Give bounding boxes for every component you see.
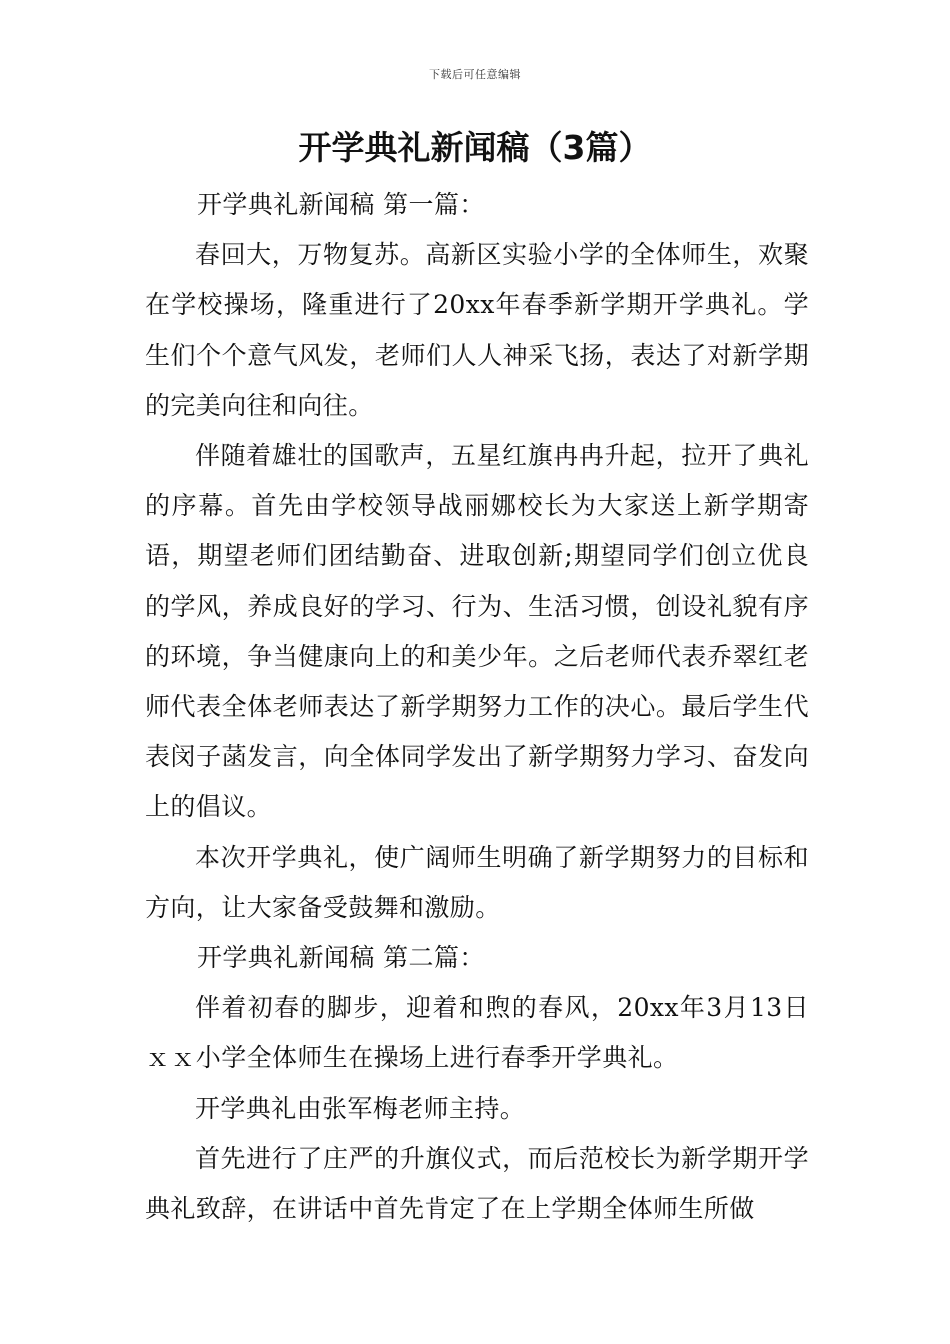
header-note: 下载后可任意编辑: [429, 68, 521, 81]
paragraph: 首先进行了庄严的升旗仪式，而后范校长为新学期开学典礼致辞，在讲话中首先肯定了在上学期全体师生所做: [145, 1143, 809, 1224]
section-heading-1: 开学典礼新闻稿 第一篇：: [197, 190, 485, 219]
document-title: 开学典礼新闻稿（3篇）: [298, 128, 652, 167]
paragraph: 开学典礼由张军梅老师主持。: [195, 1093, 526, 1123]
document-body: [145, 180, 809, 1234]
paragraph: 本次开学典礼，使广阔师生明确了新学期努力的目标和方向，让大家备受鼓舞和激励。: [145, 842, 809, 922]
paragraph: 伴随着雄壮的国歌声，五星红旗冉冉升起，拉开了典礼的序幕。首先由学校领导战丽娜校长为大家送上新学期寄语，期望老师们团结勤奋、进取创新;期望同学们创立优良的学风，养成良好的学习、行为、生活习惯，创设礼貌有序的环境，争当健康向上的和美少年。之后老师代表乔翠红老师代表全体老师表达了新学期努力工作的决心。最后学生代表闵子菡发言，向全体同学发出了新学期努力学习、奋发向上的倡议。: [145, 441, 809, 822]
paragraph: 春回大，万物复苏。高新区实验小学的全体师生，欢聚在学校操场，隆重进行了20xx年春季新学期开学典礼。学生们个个意气风发，老师们人人神采飞扬，表达了对新学期的完美向往和向往。: [145, 240, 809, 420]
section-heading-2: 开学典礼新闻稿 第二篇：: [197, 943, 485, 973]
paragraph: 伴着初春的脚步，迎着和煦的春风，20xx年3月13日ｘｘ小学全体师生在操场上进行春季开学典礼。: [145, 993, 809, 1073]
